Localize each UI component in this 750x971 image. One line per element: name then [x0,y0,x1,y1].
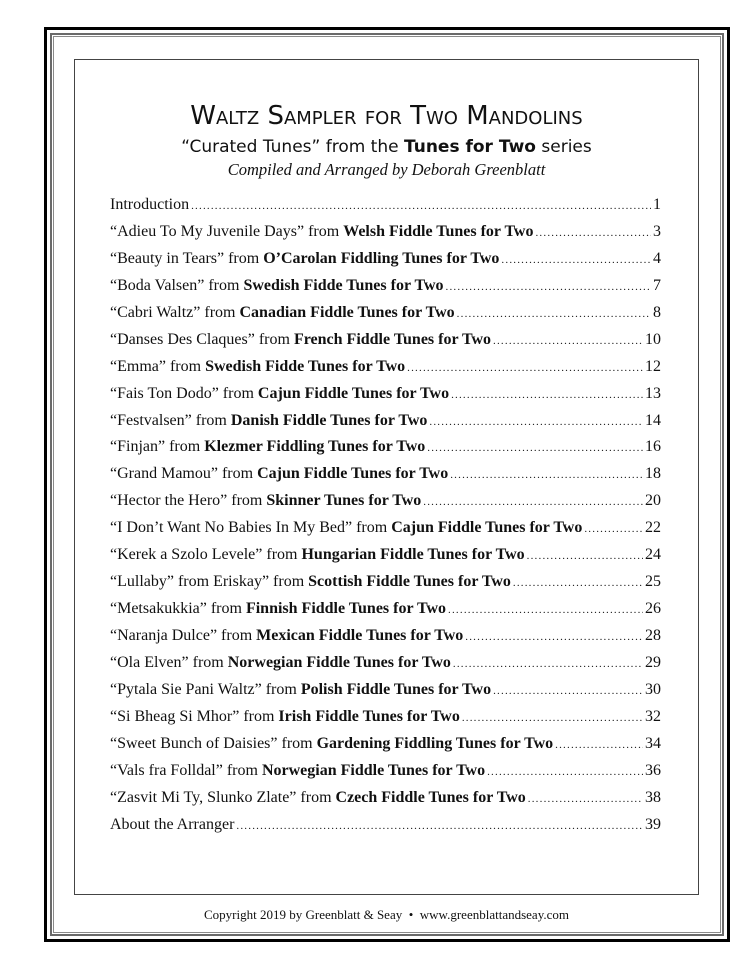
page-number: 16 [645,438,661,456]
tune-title: About the Arranger [110,815,235,833]
tune-title: “Festvalsen” from [110,411,231,429]
tune-title: “Finjan” from [110,438,205,456]
tune-title: “I Don’t Want No Babies In My Bed” from [110,519,392,537]
tune-title: “Hector the Hero” from [110,492,267,510]
toc-entry[interactable] [110,785,661,812]
tune-title: “Metsakukkia” from [110,600,246,618]
source-book: Swedish Fidde Tunes for Two [243,276,444,294]
dot-leader [448,597,643,623]
dot-leader [191,193,651,219]
byline: Compiled and Arranged by Deborah Greenblatt [227,160,546,179]
dot-leader [493,328,643,354]
toc-entry-label [110,273,444,300]
toc-entry-label [110,623,463,650]
source-book: French Fiddle Tunes for Two [293,330,492,348]
footer [74,906,699,924]
toc-entry-label [110,192,189,219]
dot-leader [528,786,643,812]
toc-entry-label [110,758,485,785]
dot-leader [462,705,643,731]
toc-entry-label [110,300,455,327]
toc-entry[interactable] [110,354,661,381]
toc-entry[interactable] [110,515,661,542]
toc-entry[interactable] [110,488,661,515]
dot-leader [584,516,643,542]
page-number: 38 [645,788,661,806]
footer-separator: • [408,907,414,922]
toc-entry[interactable] [110,246,661,273]
tune-title: “Pytala Sie Pani Waltz” from [110,680,301,698]
tune-title: “Beauty in Tears” from [110,249,264,267]
tune-title: “Lullaby” from Eriskay” from [110,573,309,591]
dot-leader [527,543,643,569]
tune-title: “Danses Des Claques” from [110,330,294,348]
source-book: Cajun Fiddle Tunes for Two [391,519,583,537]
source-book: Scottish Fiddle Tunes for Two [308,573,511,591]
dot-leader [501,247,651,273]
page-number: 26 [645,600,661,618]
source-book: Skinner Tunes for Two [266,492,422,510]
toc-entry[interactable] [110,461,661,488]
dot-leader [451,382,643,408]
toc-entry-label [110,488,421,515]
source-book: Finnish Fiddle Tunes for Two [245,600,447,618]
page-number: 3 [653,222,661,240]
tune-title: “Si Bheag Si Mhor” from [110,707,279,725]
series-name: Tunes for Two [403,137,536,157]
page-number: 14 [645,411,661,429]
tune-title: “Grand Mamou” from [110,465,258,483]
page-number: 1 [653,196,661,213]
toc-entry-label [110,381,449,408]
toc-entry[interactable] [110,650,661,677]
source-book: Swedish Fidde Tunes for Two [205,357,406,375]
tune-title: “Naranja Dulce” from [110,627,257,644]
page-number: 7 [653,276,661,294]
toc-entry-label [110,461,448,488]
page-number: 10 [645,330,661,348]
toc-entry-label [110,596,446,623]
page-number: 22 [645,519,661,537]
toc-entry-label [110,731,553,758]
toc-entry[interactable] [110,381,661,408]
toc-entry[interactable] [110,731,661,758]
copyright-text: Copyright 2019 by Greenblatt & Seay [204,907,403,922]
page-number: 34 [645,734,661,752]
source-book: Cajun Fiddle Tunes for Two [257,384,450,402]
page-number: 18 [645,465,661,483]
toc-entry-label [110,542,525,569]
source-book: Klezmer Fiddling Tunes for Two [204,438,426,456]
page-title: Waltz Sampler for Two Mandolins [190,101,583,131]
source-book: Czech Fiddle Tunes for Two [335,788,526,806]
tune-title: “Adieu To My Juvenile Days” from [110,222,344,240]
dot-leader [427,435,643,461]
page-number: 28 [645,627,661,644]
page-number: 13 [645,384,661,402]
toc-entry[interactable] [110,569,661,596]
toc-entry[interactable] [110,219,661,246]
toc-entry-label [110,408,427,435]
tune-title: “Fais Ton Dodo” from [110,384,258,402]
subtitle-suffix: series [535,137,592,157]
toc-entry[interactable] [110,300,661,327]
toc-entry-label [110,434,425,461]
page-number: 36 [645,761,661,779]
page-number: 24 [645,546,661,564]
toc-entry-label [110,219,533,246]
dot-leader [513,570,643,596]
source-book: Mexican Fiddle Tunes for Two [256,627,464,644]
tune-title: “Boda Valsen” from [110,276,244,294]
dot-leader [423,489,643,515]
page-number: 32 [645,707,661,725]
dot-leader [535,220,651,246]
tune-title: “Cabri Waltz” from [110,303,240,321]
toc-entry-label [110,354,405,381]
toc-entry[interactable] [110,596,661,623]
toc-entry-label [110,785,526,812]
page-number: 4 [653,249,661,267]
source-book: Irish Fiddle Tunes for Two [278,707,460,725]
dot-leader [555,732,643,758]
source-book: Hungarian Fiddle Tunes for Two [301,546,525,564]
dot-leader [487,759,643,785]
source-book: Gardening Fiddling Tunes for Two [316,734,554,752]
source-book: O’Carolan Fiddling Tunes for Two [263,249,500,267]
toc-entry[interactable] [110,434,661,461]
dot-leader [493,678,643,704]
toc-entry-label [110,812,234,839]
page-number: 30 [645,680,661,698]
website-link[interactable]: www.greenblattandseay.com [419,907,569,922]
tune-title: “Vals fra Folldal” from [110,761,262,779]
toc-entry-label [110,704,460,731]
toc-entry[interactable] [110,408,661,435]
toc-entry[interactable] [110,677,661,704]
tune-title: “Kerek a Szolo Levele” from [110,546,302,564]
tune-title: “Sweet Bunch of Daisies” from [110,734,317,752]
source-book: Norwegian Fiddle Tunes for Two [261,761,486,779]
toc-entry[interactable] [110,623,661,650]
page-number: 39 [645,815,661,833]
dot-leader [236,813,643,839]
subtitle-prefix: “Curated Tunes” from the [181,137,404,157]
toc-entry[interactable] [110,542,661,569]
page-number: 29 [645,653,661,671]
toc-entry-label [110,569,511,596]
toc-entry-label [110,515,582,542]
tune-title: “Emma” from [110,357,206,375]
toc-entry-label [110,246,499,273]
dot-leader [453,651,643,677]
dot-leader [457,301,651,327]
toc-entry-label [110,327,491,354]
toc-entry[interactable] [110,758,661,785]
tune-title: “Ola Elven” from [110,653,228,671]
source-book: Welsh Fiddle Tunes for Two [343,222,534,240]
page-number: 25 [645,573,661,591]
source-book: Polish Fiddle Tunes for Two [300,680,492,698]
source-book: Norwegian Fiddle Tunes for Two [227,653,451,671]
source-book: Cajun Fiddle Tunes for Two [257,465,449,483]
dot-leader [450,462,643,488]
dot-leader [429,409,643,435]
source-book: Danish Fiddle Tunes for Two [230,411,428,429]
toc-entry[interactable] [110,704,661,731]
table-of-contents [110,192,661,839]
toc-entry-label [110,650,451,677]
dot-leader [446,274,651,300]
page-number: 20 [645,492,661,510]
toc-entry[interactable] [110,273,661,300]
toc-entry-label [110,677,491,704]
toc-entry[interactable] [110,192,661,219]
dot-leader [407,355,643,381]
toc-entry[interactable] [110,327,661,354]
tune-title: Introduction [110,196,190,213]
tune-title: “Zasvit Mi Ty, Slunko Zlate” from [110,788,336,806]
page-number: 8 [653,303,661,321]
subtitle [74,135,699,159]
source-book: Canadian Fiddle Tunes for Two [239,303,455,321]
toc-entry[interactable] [110,812,661,839]
dot-leader [465,624,643,650]
page-number: 12 [645,357,661,375]
